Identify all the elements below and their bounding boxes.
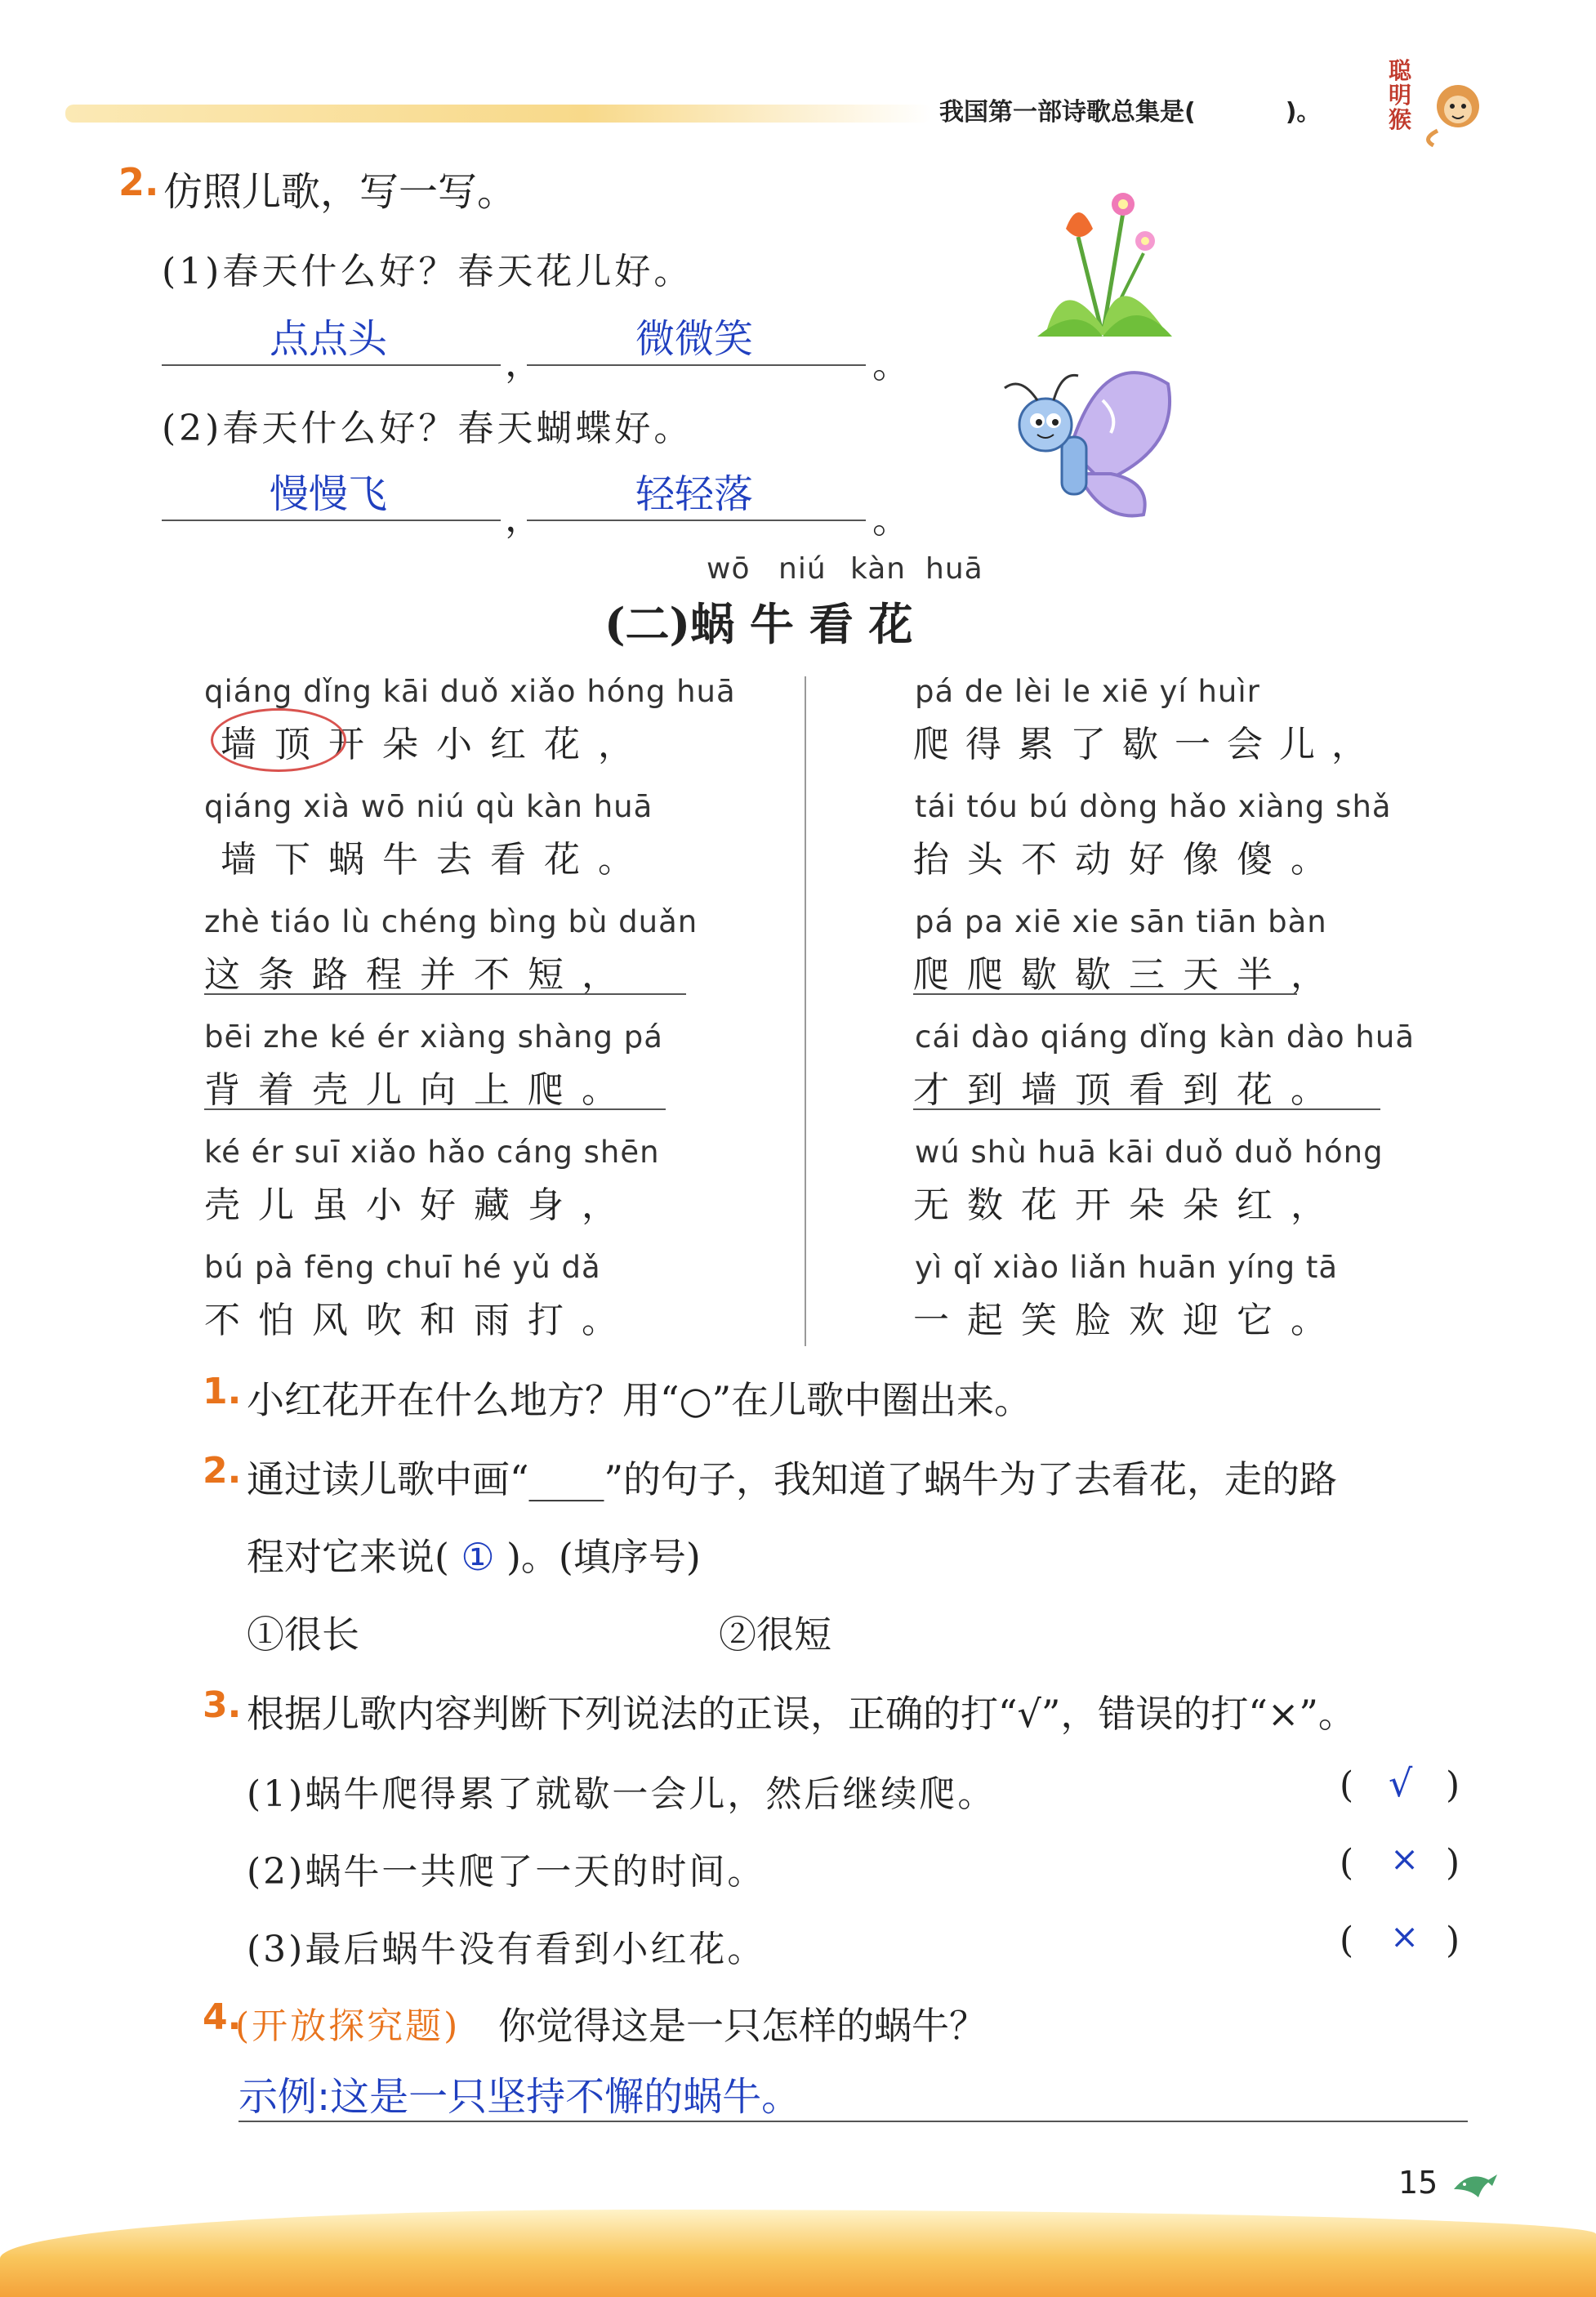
e3-text: 根据儿歌内容判断下列说法的正误，正确的打“√”，错误的打“×”。 — [247, 1692, 1356, 1736]
q2-item1-blank1 — [162, 364, 501, 366]
e4-answer[interactable]: 示例:这是一只坚持不懈的蜗牛。 — [239, 2074, 801, 2120]
poem-left-pinyin-2: qiáng xià wō niú qù kàn huā — [204, 789, 653, 824]
e4-tag: (开放探究题) — [235, 2005, 461, 2047]
poem-left-line-3: 这条路程并不短， — [204, 954, 635, 996]
header-band — [65, 105, 931, 123]
poem-left-pinyin-3: zhè tiáo lù chéng bìng bù duǎn — [204, 904, 698, 939]
q2-item2-blank1 — [162, 520, 501, 521]
e3-item-2: (2)蜗牛一共爬了一天的时间。 — [247, 1851, 766, 1893]
poem-left-line-6: 不怕风吹和雨打。 — [204, 1300, 635, 1341]
q2-item1-sep: ， — [505, 341, 542, 385]
q2-item2-blank2 — [527, 520, 866, 521]
e4-text: 你觉得这是一只怎样的蜗牛？ — [498, 2004, 987, 2048]
poem-left-line-4: 背着壳儿向上爬。 — [204, 1069, 635, 1111]
poem-left-pinyin-1: qiáng dǐng kāi duǒ xiǎo hóng huā — [204, 674, 736, 709]
e1-text: 小红花开在什么地方？用“○”在儿歌中圈出来。 — [247, 1378, 1032, 1422]
e3-item-2-answer[interactable]: × — [1390, 1839, 1420, 1879]
q2-number: 2. — [118, 160, 159, 204]
q2-item1-end: 。 — [872, 342, 910, 386]
poem-right-line-2: 抬头不动好像傻。 — [913, 839, 1344, 881]
dolphin-icon — [1450, 2165, 1499, 2206]
e3-number: 3. — [203, 1684, 242, 1726]
e3-item-2-paren-close: ) — [1446, 1842, 1460, 1884]
q2-prompt: 仿照儿歌，写一写。 — [163, 169, 517, 215]
q2-item2-answer1[interactable]: 慢慢飞 — [270, 471, 388, 517]
poem-right-line-3: 爬爬歇歇三天半， — [913, 954, 1344, 996]
poem-right-pinyin-2: tái tóu bú dòng hǎo xiàng shǎ — [915, 789, 1392, 824]
poem-left-line-5: 壳儿虽小好藏身， — [204, 1184, 635, 1226]
e3-item-3: (3)最后蜗牛没有看到小红花。 — [247, 1929, 766, 1970]
q2-item2-answer2[interactable]: 轻轻落 — [635, 471, 754, 517]
header-question: 我国第一部诗歌总集是( )。 — [939, 98, 1322, 127]
e2-text-line2: 程对它来说( ① )。(填序号) — [247, 1535, 701, 1579]
e2-answer[interactable]: ① — [461, 1535, 495, 1579]
poem-right-pinyin-6: yì qǐ xiào liǎn huān yíng tā — [915, 1250, 1338, 1285]
q2-item2-question: (2)春天什么好？春天蝴蝶好。 — [162, 408, 693, 449]
e2-number: 2. — [203, 1450, 242, 1492]
e2-option-1: ①很长 — [247, 1612, 359, 1657]
poem-right-line-1: 爬得累了歇一会儿， — [913, 724, 1384, 765]
e3-item-1-paren-open: ( — [1340, 1764, 1354, 1806]
footer-band — [0, 2210, 1596, 2297]
poem-right-pinyin-3: pá pa xiē xie sān tiān bàn — [915, 904, 1327, 939]
poem-left-pinyin-4: bēi zhe ké ér xiàng shàng pá — [204, 1019, 663, 1055]
poem-right-underline-4 — [913, 1108, 1380, 1110]
poem-title-pinyin: wō niú kàn huā — [707, 552, 983, 586]
e3-item-1-paren-close: ) — [1446, 1764, 1460, 1806]
e3-item-1-answer[interactable]: √ — [1389, 1761, 1413, 1805]
circled-answer-mark — [211, 708, 346, 772]
e3-item-2-paren-open: ( — [1340, 1842, 1354, 1884]
butterfly-illustration — [980, 351, 1184, 531]
e4-number: 4. — [203, 1996, 242, 2038]
q2-item2-end: 。 — [872, 497, 910, 542]
e4-answer-line — [239, 2121, 1468, 2122]
q2-item1-answer2[interactable]: 微微笑 — [635, 316, 754, 362]
poem-right-line-6: 一起笑脸欢迎它。 — [913, 1300, 1344, 1341]
poem-right-pinyin-5: wú shù huā kāi duǒ duǒ hóng — [915, 1135, 1384, 1170]
poem-left-pinyin-6: bú pà fēng chuī hé yǔ dǎ — [204, 1250, 601, 1285]
q2-item1-blank2 — [527, 364, 866, 366]
poem-left-pinyin-5: ké ér suī xiǎo hǎo cáng shēn — [204, 1135, 660, 1170]
poem-left-underline-3 — [204, 993, 686, 995]
logo-text: 聪明猴 — [1389, 57, 1412, 133]
poem-right-pinyin-1: pá de lèi le xiē yí huìr — [915, 674, 1260, 709]
poem-left-underline-4 — [204, 1108, 666, 1110]
e3-item-3-answer[interactable]: × — [1390, 1916, 1420, 1956]
poem-right-pinyin-4: cái dào qiáng dǐng kàn dào huā — [915, 1019, 1415, 1055]
poem-right-underline-3 — [913, 993, 1297, 995]
e2-option-2: ②很短 — [719, 1612, 831, 1657]
e3-item-1: (1)蜗牛爬得累了就歇一会儿，然后继续爬。 — [247, 1773, 996, 1815]
flower-illustration — [1029, 163, 1176, 343]
poem-divider — [805, 676, 806, 1346]
e1-number: 1. — [203, 1371, 242, 1412]
q2-item1-question: (1)春天什么好？春天花儿好。 — [162, 251, 693, 292]
q2-item1-answer1[interactable]: 点点头 — [270, 316, 388, 362]
poem-title: (二)蜗 牛 看 花 — [604, 598, 913, 650]
poem-right-line-4: 才到墙顶看到花。 — [913, 1069, 1344, 1111]
poem-left-line-2: 墙下蜗牛去看花。 — [221, 839, 652, 881]
poem-right-line-5: 无数花开朵朵红， — [913, 1184, 1344, 1226]
poem-left-line-1: 墙顶开朵小红花， — [221, 724, 652, 765]
page-number: 15 — [1398, 2165, 1438, 2201]
e2-text-line1: 通过读儿歌中画“____”的句子，我知道了蜗牛为了去看花，走的路 — [247, 1457, 1338, 1501]
e3-item-3-paren-open: ( — [1340, 1920, 1354, 1961]
e3-item-3-paren-close: ) — [1446, 1920, 1460, 1961]
q2-item2-sep: ， — [505, 496, 542, 540]
